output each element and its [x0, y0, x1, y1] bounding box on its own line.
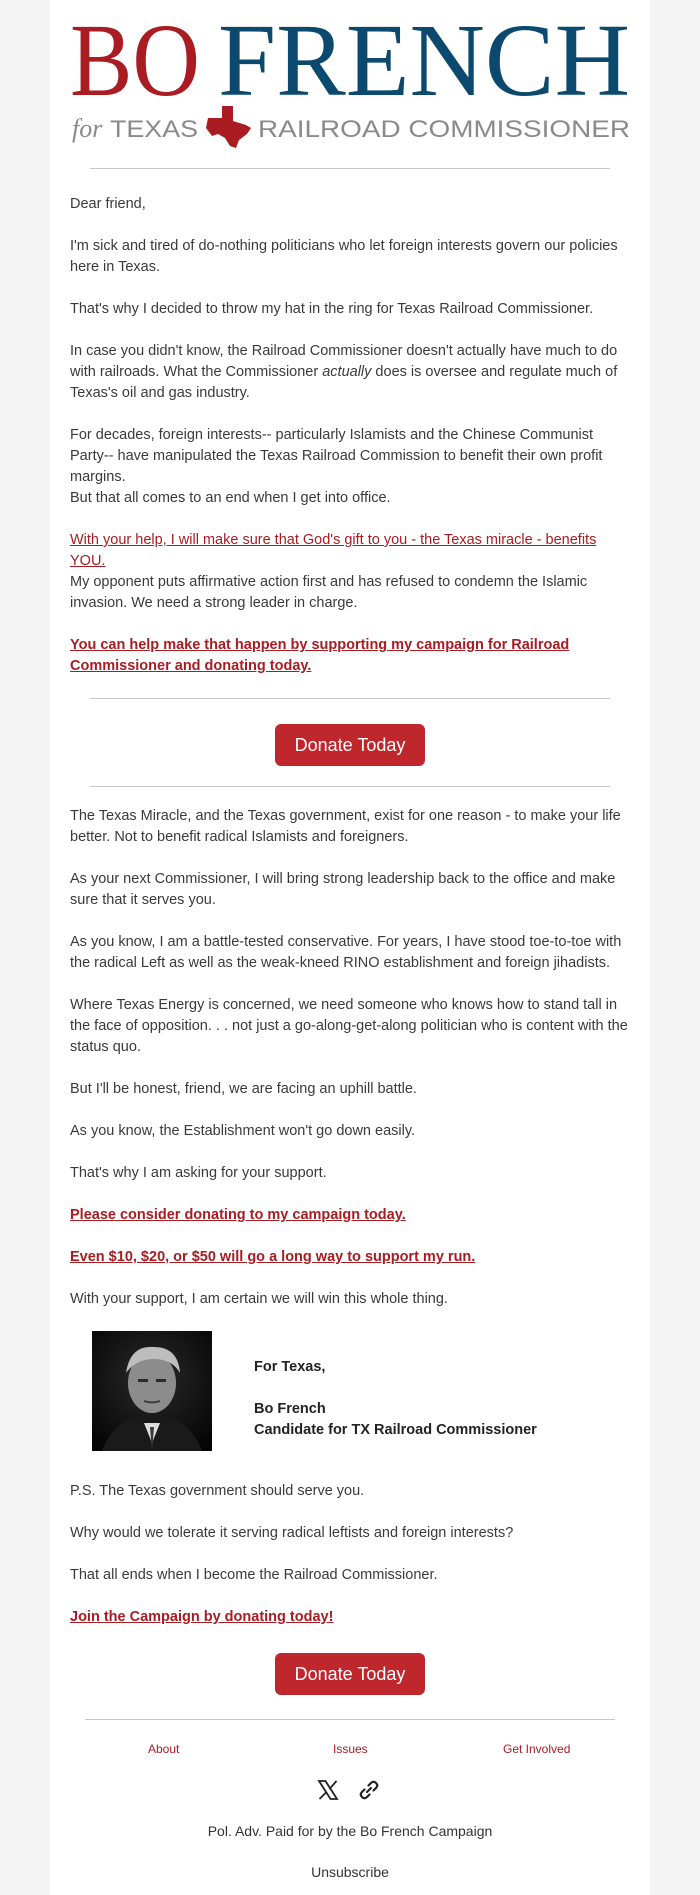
email-card — [50, 0, 650, 1895]
paragraph: With your support, I am certain we will win this whole thing. — [70, 1291, 448, 1307]
paragraph: But that all comes to an end when I get into office. — [70, 490, 391, 506]
paragraph: That's why I decided to throw my hat in the ring for Texas Railroad Commissioner. — [70, 301, 594, 317]
paragraph: That all ends when I become the Railroad Commissioner. — [70, 1567, 438, 1583]
signature-closing: For Texas, — [254, 1359, 326, 1375]
amounts-link-paragraph — [70, 1247, 630, 1268]
divider — [90, 168, 610, 169]
footer-link-about[interactable]: About — [148, 1742, 180, 1756]
join-link-paragraph — [70, 1607, 630, 1628]
divider — [85, 1719, 615, 1720]
paragraph: That's why I am asking for your support. — [70, 1165, 327, 1181]
paragraph: As you know, the Establishment won't go down easily. — [70, 1123, 416, 1139]
paragraph: I'm sick and tired of do-nothing politicians who let foreign interests govern our policies here in Texas. — [70, 238, 618, 275]
candidate-portrait — [92, 1331, 212, 1451]
unsubscribe-link[interactable]: Unsubscribe — [311, 1864, 389, 1880]
help-link[interactable]: With your help, I will make sure that God's gift to you - the Texas miracle - benefits YOU. — [70, 532, 597, 569]
donate-link-paragraph — [70, 1205, 630, 1226]
paragraph: Why would we tolerate it serving radical leftists and foreign interests? — [70, 1525, 514, 1541]
greeting: Dear friend, — [70, 196, 146, 212]
paragraph: Where Texas Energy is concerned, we need someone who knows how to stand tall in the face of opposition. . . not just a go-along-get-along politician who is content with the status quo. — [70, 997, 628, 1055]
logo-name-first: BO — [70, 10, 200, 118]
logo-name-last: FRENCH — [218, 10, 630, 118]
donate-button[interactable]: Donate Today — [275, 724, 425, 766]
donation-amounts-link[interactable]: Even $10, $20, or $50 will go a long way to support my run. — [70, 1249, 476, 1265]
paragraph: For decades, foreign interests-- particularly Islamists and the Chinese Communist Party-- have manipulated the Texas Railroad Commission to benefit their own profit margins. — [70, 427, 603, 485]
paragraph: As your next Commissioner, I will bring strong leadership back to the office and make sure that it serves you. — [70, 871, 616, 908]
link-icon[interactable] — [358, 1779, 380, 1801]
donate-campaign-link[interactable]: Please consider donating to my campaign today. — [70, 1207, 406, 1223]
campaign-logo — [70, 10, 630, 150]
support-campaign-link[interactable]: You can help make that happen by supporting my campaign for Railroad Commissioner and donating today. — [70, 637, 570, 674]
divider — [90, 698, 610, 699]
paragraph: The Texas Miracle, and the Texas government, exist for one reason - to make your life better. Not to benefit radical Islamists and foreigners. — [70, 808, 621, 845]
logo-tag-office: RAILROAD COMMISSIONER — [258, 116, 630, 143]
postscript: P.S. The Texas government should serve you. — [70, 1483, 365, 1499]
help-link-paragraph — [70, 530, 630, 572]
divider — [90, 786, 610, 787]
logo-tag-state: TEXAS — [110, 116, 198, 143]
footer-link-issues[interactable]: Issues — [333, 1742, 368, 1756]
paragraph: But I'll be honest, friend, we are facing an uphill battle. — [70, 1081, 417, 1097]
logo-tag-for: for — [72, 114, 103, 143]
donate-button[interactable]: Donate Today — [275, 1653, 425, 1695]
paragraph: In case you didn't know, the Railroad Commissioner doesn't actually have much to do with railroads. What the Commissioner actually does is oversee and regulate much of Texas's oil and gas industry. — [70, 343, 618, 401]
paragraph: My opponent puts affirmative action first and has refused to condemn the Islamic invasion. We need a strong leader in charge. — [70, 574, 588, 611]
signature-title: Candidate for TX Railroad Commissioner — [254, 1422, 537, 1438]
join-campaign-link[interactable]: Join the Campaign by donating today! — [70, 1609, 334, 1625]
paid-for-disclaimer: Pol. Adv. Paid for by the Bo French Campaign — [207, 1823, 493, 1839]
signature-name: Bo French — [254, 1401, 326, 1417]
paragraph: As you know, I am a battle-tested conservative. For years, I have stood toe-to-toe with the radical Left as well as the weak-kneed RINO establishment and foreign jihadists. — [70, 934, 622, 971]
x-social-icon[interactable] — [317, 1779, 339, 1801]
support-link-paragraph — [70, 635, 630, 677]
footer-link-get-involved[interactable]: Get Involved — [503, 1742, 571, 1756]
